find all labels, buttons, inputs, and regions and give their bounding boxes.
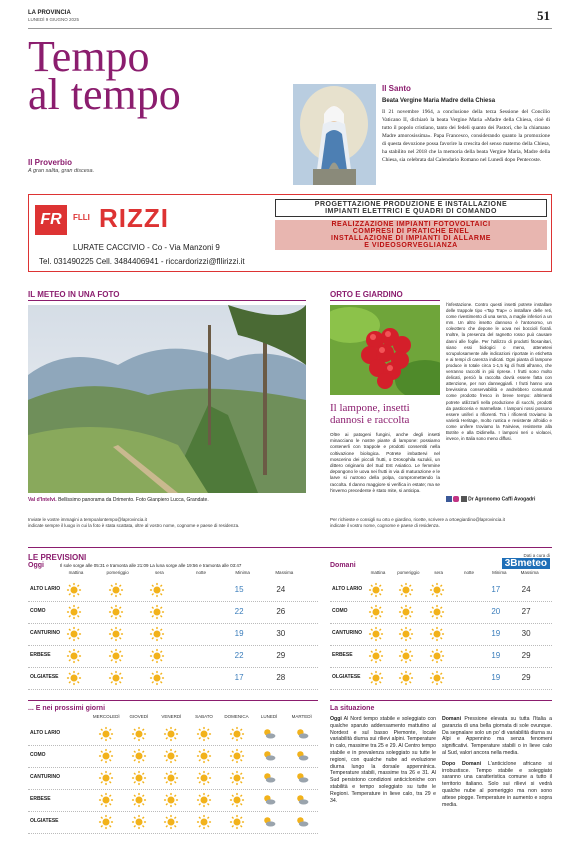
column-header: notte <box>463 570 474 575</box>
sun-icon <box>368 648 384 664</box>
partly-cloudy-icon <box>294 726 310 742</box>
weather-icon-cell <box>131 770 147 791</box>
max-temperature: 30 <box>521 629 531 638</box>
previsioni-section-title: LE PREVISIONI <box>28 553 87 562</box>
sun-icon <box>131 748 147 764</box>
forecast-city: ALTO LARIO <box>332 586 363 592</box>
sun-icon <box>131 792 147 808</box>
ad-logo-name: RIZZI <box>99 203 169 233</box>
sun-icon <box>196 726 212 742</box>
weather-icon-cell <box>368 604 384 625</box>
partly-cloudy-icon <box>261 748 277 764</box>
weather-icon-cell <box>429 648 445 669</box>
moon-icon <box>191 648 207 664</box>
min-temperature: 20 <box>491 607 501 616</box>
sun-icon <box>429 626 445 642</box>
forecast-city: CANTURINO <box>332 630 362 636</box>
sun-icon <box>66 604 82 620</box>
weather-icon-cell <box>294 814 310 835</box>
sun-icon <box>98 770 114 786</box>
sun-icon <box>229 770 245 786</box>
forecast-city: OLGIATESE <box>30 674 59 680</box>
moon-icon <box>459 670 475 686</box>
min-temperature: 22 <box>234 607 244 616</box>
weather-icon-cell <box>398 582 414 603</box>
ad-services-line: REALIZZAZIONE IMPIANTI FOTOVOLTAICI COMPRESI DI PRATICHE ENEL INSTALLAZIONE DI IMPIANTI DI ALLARME E VIDEOSORVEGLIANZA <box>275 220 547 250</box>
row-separator <box>28 601 318 602</box>
max-temperature: 30 <box>276 629 286 638</box>
sun-icon <box>149 670 165 686</box>
max-temperature: 24 <box>521 585 531 594</box>
sun-icon <box>108 648 124 664</box>
facebook-icon[interactable] <box>446 496 452 502</box>
column-header: Massima <box>520 570 539 575</box>
weather-icon-cell <box>108 670 124 691</box>
day-header: MARTEDÌ <box>291 714 312 719</box>
partly-cloudy-icon <box>294 770 310 786</box>
publication-date: LUNEDÌ 9 GIUGNO 2025 <box>28 17 80 22</box>
top-rule <box>28 28 552 29</box>
weather-icon-cell <box>191 626 207 647</box>
advertisement[interactable] <box>28 194 552 272</box>
proverbio-text: A gran salita, gran discesa. <box>28 168 95 174</box>
min-temperature: 19 <box>491 673 501 682</box>
tomorrow-label: Domani <box>330 562 356 569</box>
sun-icon <box>229 814 245 830</box>
ad-address: LURATE CACCIVIO - Co - Via Manzoni 9 <box>73 243 220 252</box>
sun-icon <box>368 670 384 686</box>
weather-icon-cell <box>229 770 245 791</box>
forecast-city: ERBESE <box>30 652 51 658</box>
weather-icon-cell <box>108 648 124 669</box>
weather-icon-cell <box>163 748 179 769</box>
weather-icon-cell <box>294 792 310 813</box>
weather-icon-cell <box>229 748 245 769</box>
section-rule <box>28 547 552 548</box>
row-separator <box>330 645 552 646</box>
weather-icon-cell <box>149 648 165 669</box>
weather-icon-cell <box>368 626 384 647</box>
meteo-photo-caption: Val d'Intelvi. Bellissimo panorama da Drimento. Foto Gianpiero Lucca, Grandate. <box>28 497 209 503</box>
sun-icon <box>108 670 124 686</box>
saint-image <box>293 84 376 185</box>
weather-icon-cell <box>66 626 82 647</box>
sun-icon <box>368 604 384 620</box>
column-header: Minima <box>235 570 250 575</box>
meteo-provider-logo: Dati a cura di 3Bmeteo <box>502 553 550 569</box>
sun-icon <box>98 726 114 742</box>
weather-icon-cell <box>163 770 179 791</box>
next-days-city: OLGIATESE <box>30 818 59 824</box>
weather-icon-cell <box>149 582 165 603</box>
today-label: Oggi <box>28 562 44 569</box>
column-header: sera <box>154 570 164 575</box>
proverbio-label: Il Proverbio <box>28 158 73 167</box>
publication-name: LA PROVINCIA <box>28 10 71 16</box>
row-separator <box>28 811 318 812</box>
sun-icon <box>149 626 165 642</box>
weather-icon-cell <box>131 726 147 747</box>
weather-icon-cell <box>368 670 384 691</box>
sun-icon <box>163 792 179 808</box>
weather-icon-cell <box>98 814 114 835</box>
forecast-city: CANTURINO <box>30 630 60 636</box>
weather-icon-cell <box>149 670 165 691</box>
row-separator <box>28 645 318 646</box>
weather-icon-cell <box>108 626 124 647</box>
saint-label: Il Santo <box>382 84 411 93</box>
moon-icon <box>191 626 207 642</box>
row-separator <box>28 667 318 668</box>
weather-icon-cell <box>196 748 212 769</box>
sun-icon <box>368 582 384 598</box>
sun-icon <box>149 582 165 598</box>
sun-icon <box>66 582 82 598</box>
moon-icon <box>459 582 475 598</box>
weather-icon-cell <box>261 726 277 747</box>
weather-icon-cell <box>368 582 384 603</box>
column-header: Massima <box>275 570 294 575</box>
max-temperature: 26 <box>276 607 286 616</box>
section-rule <box>28 700 318 701</box>
partly-cloudy-icon <box>261 726 277 742</box>
weather-icon-cell <box>98 748 114 769</box>
sun-icon <box>108 604 124 620</box>
sun-icon <box>163 770 179 786</box>
ad-logo <box>35 203 169 235</box>
forecast-city: ALTO LARIO <box>30 586 61 592</box>
forecast-city: OLGIATESE <box>332 674 361 680</box>
weather-icon-cell <box>149 604 165 625</box>
sun-icon <box>98 792 114 808</box>
ad-services-line: PROGETTAZIONE PRODUZIONE E INSTALLAZIONE IMPIANTI ELETTRICI E QUADRI DI COMANDO <box>275 199 547 217</box>
sun-icon <box>163 726 179 742</box>
weather-icon-cell <box>191 582 207 603</box>
column-header: mattina <box>68 570 84 575</box>
situation-today: Oggi Al Nord tempo stabile e soleggiato con qualche sparuto addensamento mattutino al Nordest e sul basso Piemonte, locale variabilità diurna sui rilievi alpini. Temperature in calo, massime tra 25 e 29. Al Centro tempo stabile e in prevalenza soleggiato su tutte le regioni, con qualche nube ad evoluzione diurna lungo la dorsale appenninica. Temperature stabili, massime tra 26 e 31. Al Sud persistono condizioni anticicloniche con stabilità e tempo soleggiato su tutte le Regioni. Temperature in lieve calo, tra 29 e 34. <box>330 716 436 804</box>
weather-icon-cell <box>66 648 82 669</box>
sun-icon <box>429 648 445 664</box>
weather-icon-cell <box>229 814 245 835</box>
sun-icon <box>229 748 245 764</box>
section-rule <box>330 700 552 701</box>
meteo-photo-note: Inviate le vostre immagini a tempoalontempo@laprovincia.it indicate sempre il luogo in cui la foto è stata scattata, oltre al vostro nome, cognome e paese di residenza. <box>28 517 240 528</box>
moon-icon <box>459 604 475 620</box>
weather-icon-cell <box>196 792 212 813</box>
moon-icon <box>459 648 475 664</box>
ad-logo-fr: FR <box>35 205 67 235</box>
weather-icon-cell <box>229 792 245 813</box>
sun-icon <box>163 748 179 764</box>
saint-name: Beata Vergine Maria Madre della Chiesa <box>382 98 496 104</box>
row-separator <box>28 767 318 768</box>
weather-icon-cell <box>261 814 277 835</box>
min-temperature: 17 <box>234 673 244 682</box>
weather-icon-cell <box>294 770 310 791</box>
next-days-table <box>28 714 318 839</box>
min-temperature: 15 <box>234 585 244 594</box>
sun-icon <box>398 648 414 664</box>
page-title: Tempo al tempo <box>28 32 181 119</box>
next-days-city: ALTO LARIO <box>30 730 61 736</box>
partly-cloudy-icon <box>261 814 277 830</box>
weather-icon-cell <box>294 748 310 769</box>
weather-icon-cell <box>66 604 82 625</box>
sun-icon <box>98 814 114 830</box>
weather-icon-cell <box>191 604 207 625</box>
column-header: pomeriggio <box>106 570 129 575</box>
row-separator <box>330 667 552 668</box>
sun-icon <box>398 626 414 642</box>
weather-icon-cell <box>131 748 147 769</box>
weather-icon-cell <box>66 582 82 603</box>
sun-icon <box>229 726 245 742</box>
forecast-city: COMO <box>30 608 46 614</box>
sun-icon <box>66 626 82 642</box>
min-temperature: 19 <box>234 629 244 638</box>
weather-icon-cell <box>398 648 414 669</box>
sun-moon-times: Il sole sorge alle 05:31 e tramonta alle 21:09 La luna sorge alle 19:56 e tramonta alle 03:47 <box>60 563 242 568</box>
sun-icon <box>149 604 165 620</box>
next-days-city: COMO <box>30 752 46 758</box>
weather-icon-cell <box>149 626 165 647</box>
sun-icon <box>196 770 212 786</box>
saint-text: Il 21 novembre 1964, a conclusione della terza Sessione del Concilio Vaticano II, dichiarò la beata Vergine Maria «Madre della Chiesa, cioè di tutto il popolo cristiano, tanto dei fedeli quanto dei Pastori, che la chiamano Madre amorosissima». Papa Francesco, considerando quanto la promozione di questa devozione possa favorire la crescita del senso materno della Chiesa, ha stabilito nel 2018 che la memoria della beata Vergine Maria, Madre della Chiesa, sia celebrata dal Calendario Romano nel Lunedì dopo Pentecoste. <box>382 109 550 163</box>
weather-icon-cell <box>261 792 277 813</box>
weather-icon-cell <box>196 770 212 791</box>
row-separator <box>28 623 318 624</box>
row-separator <box>28 689 318 690</box>
min-temperature: 19 <box>491 629 501 638</box>
sun-icon <box>196 748 212 764</box>
moon-icon <box>191 670 207 686</box>
sun-icon <box>429 582 445 598</box>
weather-icon-cell <box>131 792 147 813</box>
partly-cloudy-icon <box>261 792 277 808</box>
row-separator <box>28 745 318 746</box>
sun-icon <box>429 670 445 686</box>
sun-icon <box>131 726 147 742</box>
partly-cloudy-icon <box>294 792 310 808</box>
weather-icon-cell <box>196 726 212 747</box>
sun-icon <box>108 582 124 598</box>
orto-article-title: Il lampone, insetti dannosi e raccolta <box>330 402 410 426</box>
moon-icon <box>191 582 207 598</box>
weather-icon-cell <box>294 726 310 747</box>
ad-services <box>275 199 547 269</box>
ad-contacts: Tel. 031490225 Cell. 3484406941 - riccardorizzi@fllirizzi.it <box>39 257 245 266</box>
day-header: MERCOLEDÌ <box>92 714 120 719</box>
weather-icon-cell <box>66 670 82 691</box>
partly-cloudy-icon <box>294 748 310 764</box>
weather-icon-cell <box>459 582 475 603</box>
weather-icon-cell <box>429 582 445 603</box>
weather-icon-cell <box>398 604 414 625</box>
next-days-section-title: ... E nei prossimi giorni <box>28 705 106 712</box>
sun-icon <box>196 792 212 808</box>
orto-note: Per richieste e consigli su orto e giardino, ricette, scrivere a ortoegiardino@laprovincia.it indicate il vostro nome, cognome e paese di residenza. <box>330 517 505 528</box>
weather-icon-cell <box>261 770 277 791</box>
page-number: 51 <box>537 8 550 23</box>
sun-icon <box>98 748 114 764</box>
weather-icon-cell <box>98 792 114 813</box>
day-header: VENERDÌ <box>161 714 182 719</box>
today-forecast-table <box>28 570 318 690</box>
sun-icon <box>66 670 82 686</box>
sun-icon <box>108 626 124 642</box>
max-temperature: 29 <box>521 673 531 682</box>
sun-icon <box>149 648 165 664</box>
weather-icon-cell <box>108 582 124 603</box>
sun-icon <box>131 770 147 786</box>
email-icon[interactable] <box>461 496 467 502</box>
next-days-city: ERBESE <box>30 796 51 802</box>
weather-icon-cell <box>368 648 384 669</box>
day-header: DOMENICA <box>224 714 249 719</box>
moon-icon <box>191 604 207 620</box>
sun-icon <box>398 670 414 686</box>
weather-icon-cell <box>131 814 147 835</box>
row-separator <box>330 623 552 624</box>
weather-icon-cell <box>459 626 475 647</box>
column-header: sera <box>434 570 444 575</box>
section-rule <box>28 300 306 301</box>
moon-icon <box>459 626 475 642</box>
weather-icon-cell <box>196 814 212 835</box>
sun-icon <box>196 814 212 830</box>
weather-icon-cell <box>459 670 475 691</box>
weather-icon-cell <box>261 748 277 769</box>
row-separator <box>330 689 552 690</box>
sun-icon <box>66 648 82 664</box>
min-temperature: 17 <box>491 585 501 594</box>
column-header: notte <box>195 570 206 575</box>
orto-article-body-right: l'infestazione. Contro questi insetti potrete installare delle trappole tipo «Tap Trap» o installare delle reti, come rivestimento di una serra, a maglie inferiori a un mm. Un altro insetto dannoso è l'antonomo, un coleottero che depone le uova nei boccioli fiorali. Inoltre, la presenza del ragnetto rosso può causare danni alle foglie. Per l'utilizzo di prodotti fitosanitari, siano essi biologici o meno, attenetevi scrupolosamente alle indicazioni riportate in etichetta e ai tempi di carenza indicati. Ogni pianta di lampone produce in totale circa 1-1,5 kg di frutti all'anno, che verranno raccolti in più riprese. I frutti sono molto delicati, perciò la raccolta dovrà essere fatta con attenzione, per non danneggiarli. I frutti hanno una brevissima conservabilità e andrebbero consumati come prodotto fresco in breve tempo: altrimenti potrete utilizzarli nella produzione di succhi, prodotti da pasticceria e marmellate. I lamponi rossi possono essere uniferi o rifiorenti. Tra i rifiorenti troviamo la varietà Heritage, molto rustica e resistente all'oidio e come unifere troviamo la Fairview, resistente alla Botrite e alla Didimella. I lamponi neri o violacei, invece, in Italia sono meno diffusi. <box>446 302 552 442</box>
column-header: Minima <box>492 570 507 575</box>
weather-icon-cell <box>108 604 124 625</box>
weather-icon-cell <box>229 726 245 747</box>
day-header: SABATO <box>195 714 213 719</box>
meteo-photo-section-title: IL METEO IN UNA FOTO <box>28 290 120 299</box>
day-header: LUNEDÌ <box>260 714 278 719</box>
column-header: pomeriggio <box>397 570 420 575</box>
sun-icon <box>398 604 414 620</box>
forecast-city: ERBESE <box>332 652 353 658</box>
sun-icon <box>398 582 414 598</box>
weather-icon-cell <box>398 670 414 691</box>
row-separator <box>28 833 318 834</box>
max-temperature: 29 <box>521 651 531 660</box>
sun-icon <box>229 792 245 808</box>
weather-icon-cell <box>98 726 114 747</box>
sun-icon <box>163 814 179 830</box>
day-header: GIOVEDÌ <box>129 714 149 719</box>
sun-icon <box>368 626 384 642</box>
min-temperature: 22 <box>234 651 244 660</box>
meteo-photo <box>28 305 306 493</box>
column-header: mattina <box>370 570 386 575</box>
tomorrow-forecast-table <box>330 570 552 690</box>
row-separator <box>330 601 552 602</box>
situation-tomorrow: Domani Pressione elevata su tutta l'Italia a garanzia di una bella giornata di sole ovunque. Da segnalare solo un po' di variabilità diurna su Alpi e Appennino ma senza fenomeni significativi. Temperature stabili o in lieve calo al Sud, valori ancora nella media. Dopo Domani L'anticiclone africano si irrobustisce. Tempo stabile e soleggiato saranno una caratteristica comune a tutto il territorio italiano. Solo sui rilievi si vedrà qualche nube al pomeriggio ma non sono attese piogge. Temperature in aumento e sopra media. <box>442 716 552 808</box>
partly-cloudy-icon <box>294 814 310 830</box>
next-days-city: CANTURINO <box>30 774 60 780</box>
forecast-city: COMO <box>332 608 348 614</box>
weather-icon-cell <box>191 670 207 691</box>
sun-icon <box>429 604 445 620</box>
max-temperature: 27 <box>521 607 531 616</box>
orto-article-body: Oltre ai patogeni fungini, anche degli insetti minacciano le nostre piante di lampone: possiamo contenerli con trappole e prodotti consentiti nella coltivazione biologica. Potrete imbattervi nel moscerino dei piccoli frutti, o Drosophila suzukii, un dittero originario del Sud Est Asiatico. Le femmine depongono le uova nei frutti in via di maturazione e le larve si nutrono della polpa, compromettendo la raccolta. Il danno maggiore si verifica in estate; ma se l'inverno precedente è stato mite, si anticipa. <box>330 432 440 493</box>
ad-logo-flli: FLLI <box>73 213 90 222</box>
max-temperature: 24 <box>276 585 286 594</box>
weather-icon-cell <box>163 814 179 835</box>
weather-icon-cell <box>163 792 179 813</box>
instagram-icon[interactable] <box>453 496 459 502</box>
partly-cloudy-icon <box>261 770 277 786</box>
max-temperature: 28 <box>276 673 286 682</box>
orto-signature: Dr Agronomo Caffi Avogadri <box>446 496 535 502</box>
min-temperature: 19 <box>491 651 501 660</box>
weather-icon-cell <box>429 670 445 691</box>
weather-icon-cell <box>429 604 445 625</box>
weather-icon-cell <box>398 626 414 647</box>
max-temperature: 29 <box>276 651 286 660</box>
weather-icon-cell <box>459 604 475 625</box>
weather-icon-cell <box>98 770 114 791</box>
weather-icon-cell <box>191 648 207 669</box>
row-separator <box>28 789 318 790</box>
situation-section-title: La situazione <box>330 705 375 712</box>
weather-icon-cell <box>163 726 179 747</box>
raspberry-image <box>330 305 440 395</box>
orto-section-title: ORTO E GIARDINO <box>330 290 403 299</box>
sun-icon <box>131 814 147 830</box>
weather-icon-cell <box>459 648 475 669</box>
weather-icon-cell <box>429 626 445 647</box>
section-rule <box>330 300 440 301</box>
